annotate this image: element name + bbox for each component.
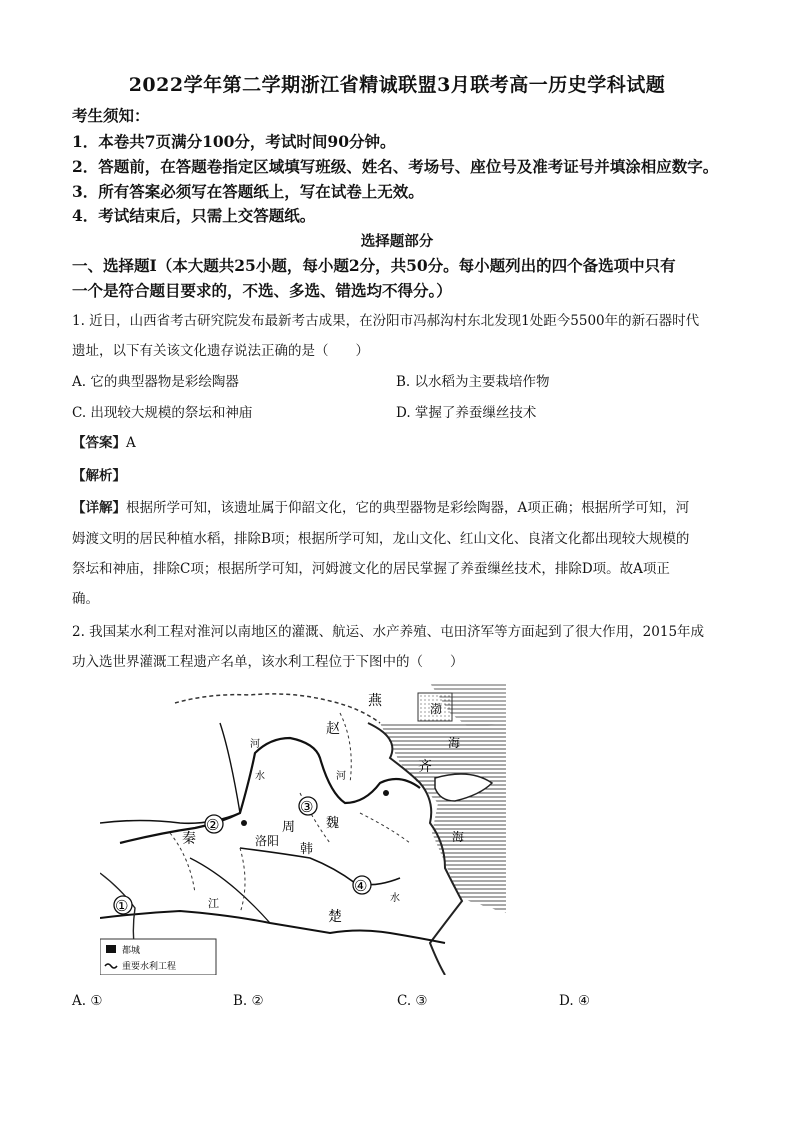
- part1-instruction-line1: 一、选择题Ⅰ（本大题共25小题，每小题2分，共50分。每小题列出的四个备选项中只有: [72, 256, 676, 275]
- notice-item-4: 4．考试结束后，只需上交答题纸。: [72, 206, 316, 225]
- answer-tag: 【答案】: [72, 435, 126, 451]
- q1-option-b: B. 以水稻为主要栽培作物: [396, 374, 550, 390]
- warring-states-map: [100, 683, 506, 975]
- detail-text-1: 根据所学可知，该遗址属于仰韶文化，它的典型器物是彩绘陶器，A项正确；根据所学可知，河: [126, 500, 690, 516]
- state-label-chu: 楚: [328, 909, 342, 925]
- section-title: 选择题部分: [360, 233, 434, 250]
- state-label-qin: 秦: [182, 831, 196, 847]
- city-label-luoyang: 洛阳: [255, 834, 280, 848]
- q1-detail-line1: [72, 496, 689, 516]
- q1-detail-line4: 确。: [72, 591, 99, 607]
- page-title: 2022学年第二学期浙江省精诚联盟3月联考高一历史学科试题: [128, 74, 666, 96]
- marker-2: ②: [206, 816, 220, 834]
- capital-dot-linzi: [383, 790, 389, 796]
- state-label-qi: 齐: [418, 759, 432, 775]
- legend-project-label: 重要水利工程: [122, 962, 177, 972]
- legend-capital-icon: [106, 945, 116, 953]
- q2-stem-line2: 功入选世界灌溉工程遗产名单，该水利工程位于下图中的（ ）: [72, 654, 464, 670]
- answer-value: A: [126, 435, 136, 451]
- notice-item-2: 2．答题前，在答题卷指定区域填写班级、姓名、考场号、座位号及准考证号并填涂相应数字。: [72, 157, 719, 176]
- q2-option-c: C. ③: [397, 993, 428, 1009]
- state-label-yan: 燕: [368, 693, 382, 709]
- q1-option-c: C. 出现较大规模的祭坛和神庙: [72, 405, 253, 421]
- notice-item-3: 3．所有答案必须写在答题纸上，写在试卷上无效。: [72, 182, 424, 201]
- river-label-he-east: 河: [336, 771, 346, 782]
- q1-detail-line2: 姆渡文明的居民种植水稻，排除B项；根据所学可知，龙山文化、红山文化、良渚文化都出现较大规模的: [72, 531, 690, 547]
- river-label-shui-south: 水: [390, 893, 400, 904]
- q2-stem-line1: 2. 我国某水利工程对淮河以南地区的灌溉、航运、水产养殖、屯田济军等方面起到了很大作用，2015年成: [72, 624, 705, 640]
- detail-tag: 【详解】: [72, 500, 126, 516]
- river-label-he: 河: [250, 739, 260, 750]
- sea-label-hai-east: 海: [452, 830, 465, 844]
- q1-stem-line1: 1. 近日，山西省考古研究院发布最新考古成果，在汾阳市冯郝沟村东北发现1处距今5500年的新石器时代: [72, 313, 700, 329]
- q2-option-a: A. ①: [72, 993, 103, 1009]
- state-label-zhou: 周: [282, 820, 296, 835]
- state-label-zhao: 赵: [326, 721, 340, 737]
- q1-option-a: A. 它的典型器物是彩绘陶器: [72, 374, 239, 390]
- river-label-jiang: 江: [208, 897, 219, 910]
- q2-option-b: B. ②: [233, 993, 264, 1009]
- state-label-wei: 魏: [326, 816, 340, 831]
- notice-item-1: 1．本卷共7页满分100分，考试时间90分钟。: [72, 132, 396, 151]
- river-label-shui: 水: [255, 771, 265, 782]
- marker-3: ③: [300, 798, 314, 816]
- marker-4: ④: [354, 877, 368, 895]
- notice-heading: 考生须知：: [72, 106, 150, 125]
- sea-label-hai: 海: [448, 736, 461, 750]
- q1-analysis-tag: [72, 464, 126, 484]
- state-label-han: 韩: [300, 842, 314, 857]
- legend-capital-label: 都城: [122, 946, 141, 956]
- capital-dot-luoyang: [241, 820, 247, 826]
- analysis-tag: 【解析】: [72, 468, 126, 484]
- q2-option-d: D. ④: [559, 993, 591, 1009]
- q1-detail-line3: 祭坛和神庙，排除C项；根据所学可知，河姆渡文化的居民掌握了养蚕缫丝技术，排除D项。故A项正: [72, 561, 670, 577]
- q1-stem-line2: 遗址，以下有关该文化遗存说法正确的是（ ）: [72, 343, 369, 359]
- part1-instruction-line2: 一个是符合题目要求的，不选、多选、错选均不得分。）: [72, 281, 452, 300]
- sea-label-bo: 渤: [430, 702, 443, 716]
- q1-option-d: D. 掌握了养蚕缫丝技术: [396, 405, 537, 421]
- q1-answer: [72, 431, 136, 451]
- marker-1: ①: [115, 897, 129, 915]
